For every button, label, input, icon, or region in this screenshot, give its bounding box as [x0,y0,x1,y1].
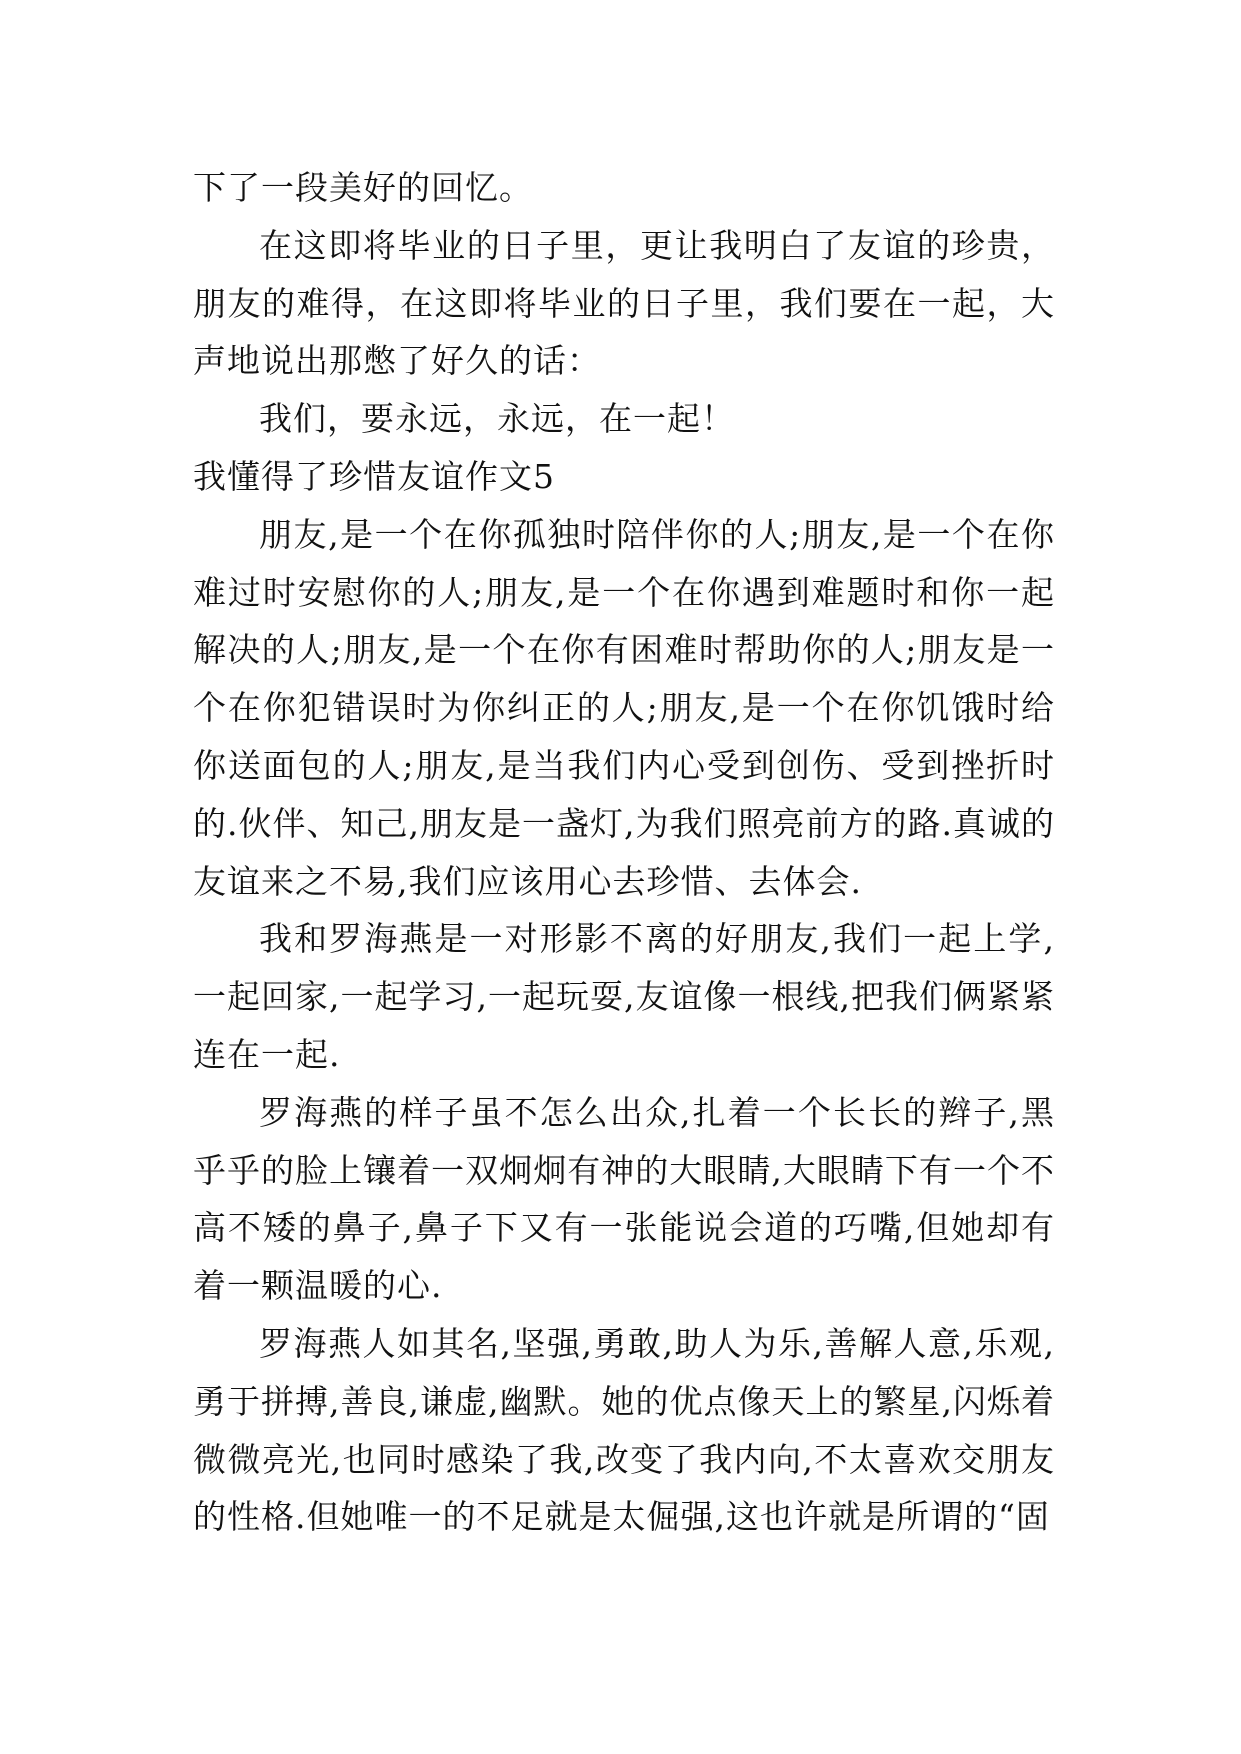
paragraph-friend-definition: 朋友,是一个在你孤独时陪伴你的人;朋友,是一个在你难过时安慰你的人;朋友,是一个在你遇到难题时和你一起解决的人;朋友,是一个在你有困难时帮助你的人;朋友是一个在你犯错误时为你纠正的人;朋友,是一个在你饥饿时给你送面包的人;朋友,是当我们内心受到创伤、受到挫折时的.伙伴、知己,朋友是一盏灯,为我们照亮前方的路.真诚的友谊来之不易,我们应该用心去珍惜、去体会. [193,514,1055,901]
document-body [193,159,1055,1546]
paragraph-together: 我们，要永远，永远，在一起！ [259,399,735,439]
paragraph-appearance: 罗海燕的样子虽不怎么出众,扎着一个长长的辫子,黑乎乎的脸上镶着一双炯炯有神的大眼睛,大眼睛下有一个不高不矮的鼻子,鼻子下又有一张能说会道的巧嘴,但她却有着一颗温暖的心. [193,1092,1055,1306]
paragraph-graduation: 在这即将毕业的日子里，更让我明白了友谊的珍贵，朋友的难得，在这即将毕业的日子里，我们要在一起，大声地说出那憋了好久的话： [193,225,1055,381]
paragraph-personality: 罗海燕人如其名,坚强,勇敢,助人为乐,善解人意,乐观,勇于拼搏,善良,谦虚,幽默。她的优点像天上的繁星,闪烁着微微亮光,也同时感染了我,改变了我内向,不太喜欢交朋友的性格.但她唯一的不足就是太倔强,这也许就是所谓的“固 [193,1323,1055,1537]
paragraph-continuation: 下了一段美好的回忆。 [193,168,533,207]
paragraph-best-friend: 我和罗海燕是一对形影不离的好朋友,我们一起上学,一起回家,一起学习,一起玩耍,友谊像一根线,把我们俩紧紧连在一起. [193,919,1055,1074]
essay-heading: 我懂得了珍惜友谊作文5 [193,456,555,496]
